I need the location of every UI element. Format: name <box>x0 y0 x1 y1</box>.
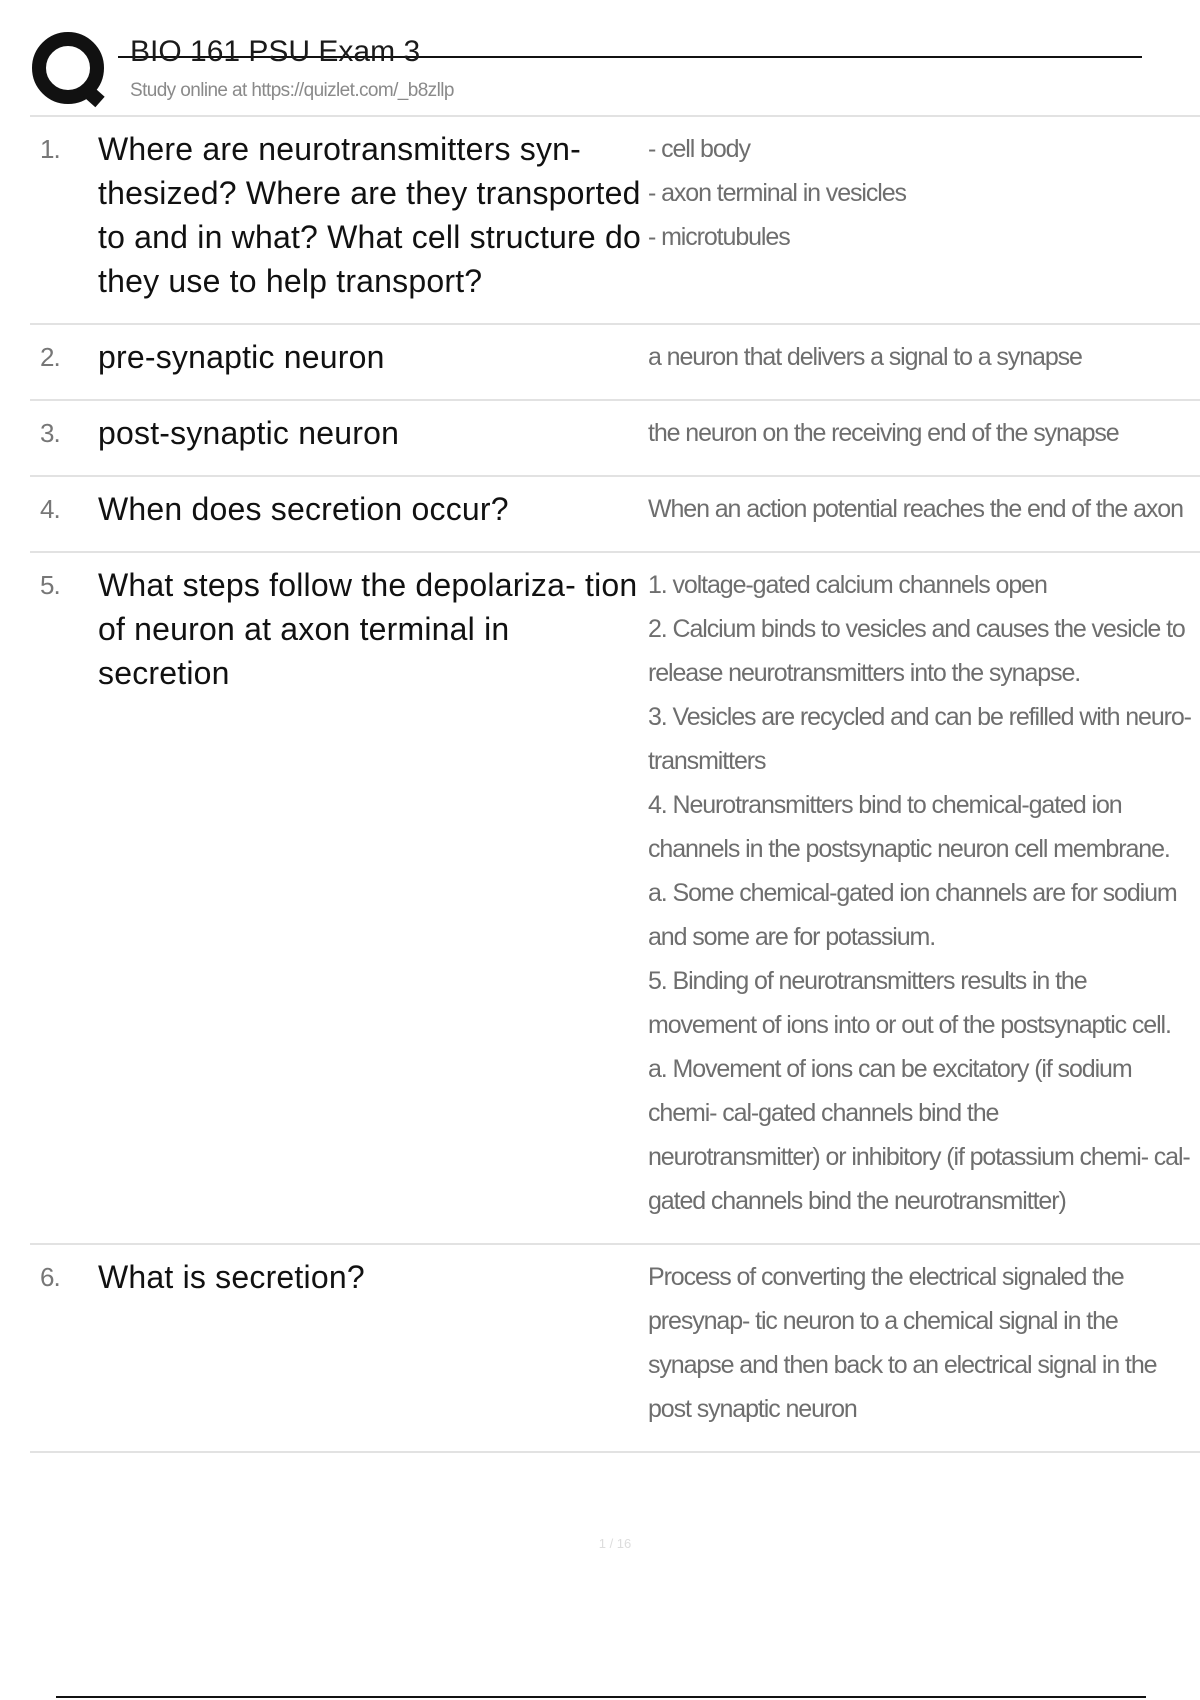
card-number: 3. <box>40 418 60 448</box>
card-definition: 1. voltage-gated calcium channels open 2. Calcium binds to vesicles and causes the vesicle to release neurotransmitters into the synapse. 3. Vesicles are recycled and can be refilled with neuro- transmitters 4. Neurotransmitters bind to chemical-gated ion channels in the postsynaptic neuron cell membrane. a. Some chemical-gated ion channels are for sodium and some are for potassium. 5. Binding of neurotransmitters results in the movement of ions into or out of the postsynaptic cell. a. Movement of ions can be excitatory (if sodium chemi- cal-gated channels bind the neurotransmitter) or inhibitory (if potassium chemi- cal-gated channels bind the neurotransmitter) <box>648 571 1191 1215</box>
card-definition: a neuron that delivers a signal to a synapse <box>648 343 1082 371</box>
card-definition: - cell body - axon terminal in vesicles - microtubules <box>648 135 906 251</box>
flashcard-row <box>30 401 1200 477</box>
card-term: What steps follow the depolariza- tion of neuron at axon terminal in secretion <box>98 567 638 691</box>
card-definition: the neuron on the receiving end of the synapse <box>648 419 1119 447</box>
card-number: 4. <box>40 494 60 524</box>
card-term: What is secretion? <box>98 1259 365 1295</box>
flashcard-list <box>30 117 1200 1453</box>
flashcard-row <box>30 117 1200 325</box>
study-online-link[interactable]: Study online at https://quizlet.com/_b8zllp <box>130 80 454 101</box>
card-term: When does secretion occur? <box>98 491 509 527</box>
card-definition: When an action potential reaches the end of the axon <box>648 495 1183 523</box>
flashcard-row <box>30 553 1200 1245</box>
card-definition: Process of converting the electrical signaled the presynap- tic neuron to a chemical signal in the synapse and then back to an electrical signal in the post synaptic neuron <box>648 1263 1157 1423</box>
card-term: Where are neurotransmitters syn- thesized? Where are they transported to and in what? What cell structure do they use to help transport? <box>98 131 641 299</box>
card-number: 6. <box>40 1262 60 1292</box>
card-number: 1. <box>40 134 60 164</box>
card-term: pre-synaptic neuron <box>98 339 385 375</box>
card-number: 5. <box>40 570 60 600</box>
page-number: 1 / 16 <box>598 1536 632 1551</box>
page-header <box>0 0 1200 116</box>
quizlet-logo-icon <box>30 30 112 112</box>
flashcard-row <box>30 477 1200 553</box>
document-title: BIO 161 PSU Exam 3 <box>130 35 421 68</box>
card-number: 2. <box>40 342 60 372</box>
footer-rule <box>56 1696 1146 1698</box>
flashcard-row <box>30 325 1200 401</box>
card-term: post-synaptic neuron <box>98 415 400 451</box>
flashcard-row <box>30 1245 1200 1453</box>
